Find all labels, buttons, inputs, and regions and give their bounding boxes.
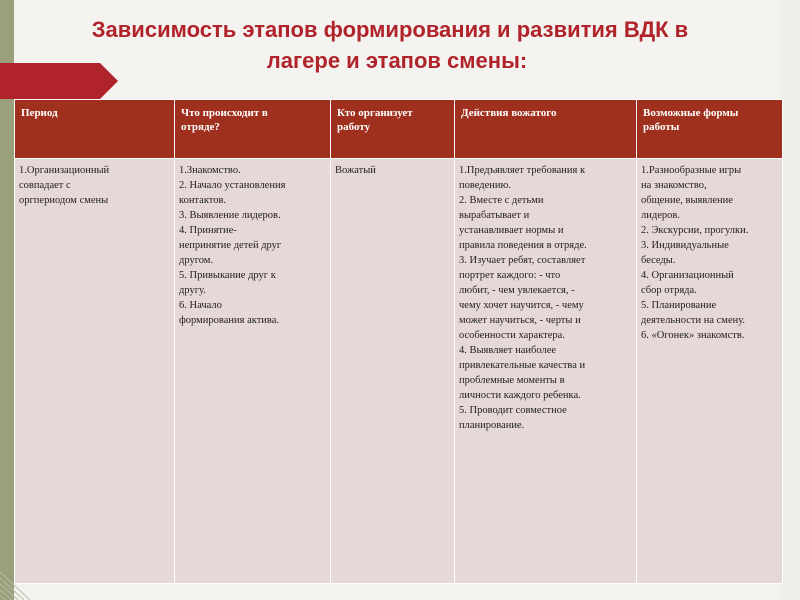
cell-period: 1.Организационный совпадает с оргпериодом смены: [15, 159, 175, 584]
header-counselor-actions: Действия вожатого: [455, 100, 637, 159]
stages-table: [14, 99, 783, 584]
header-period: Период: [15, 100, 175, 159]
right-margin: [780, 0, 800, 600]
header-row: [15, 100, 783, 159]
header-work-forms: Возможные формы работы: [637, 100, 783, 159]
header-what-happens: Что происходит в отряде?: [175, 100, 331, 159]
title-line-2: лагере и этапов смены:: [266, 48, 528, 73]
cell-work-forms: 1.Разнообразные игры на знакомство, общение, выявление лидеров. 2. Экскурсии, прогулки. 3. Индивидуальные беседы. 4. Организационный сбор отряда. 5. Планирование деятельности на смену. 6. «Огонек» знакомств.: [637, 159, 783, 584]
table-row: [15, 159, 783, 584]
slide-title: [30, 14, 750, 76]
cell-counselor-actions: 1.Предъявляет требования к поведению. 2. Вместе с детьми вырабатывает и устанавливает нормы и правила поведения в отряде. 3. Изучает ребят, составляет портрет каждого: - что любит, - чем увлекается, - чему хочет научится, - чему может научиться, - черты и особенности характера. 4. Выявляет наиболее привлекательные качества и проблемные моменты в личности каждого ребенка. 5. Проводит совместное планирование.: [455, 159, 637, 584]
header-organizer: Кто организует работу: [331, 100, 455, 159]
cell-organizer: Вожатый: [331, 159, 455, 584]
cell-what-happens: 1.Знакомство. 2. Начало установления контактов. 3. Выявление лидеров. 4. Принятие- непринятие детей друг другом. 5. Привыкание друг к другу. 6. Начало формирования актива.: [175, 159, 331, 584]
title-line-1: Зависимость этапов формирования и развития ВДК в: [91, 17, 689, 42]
